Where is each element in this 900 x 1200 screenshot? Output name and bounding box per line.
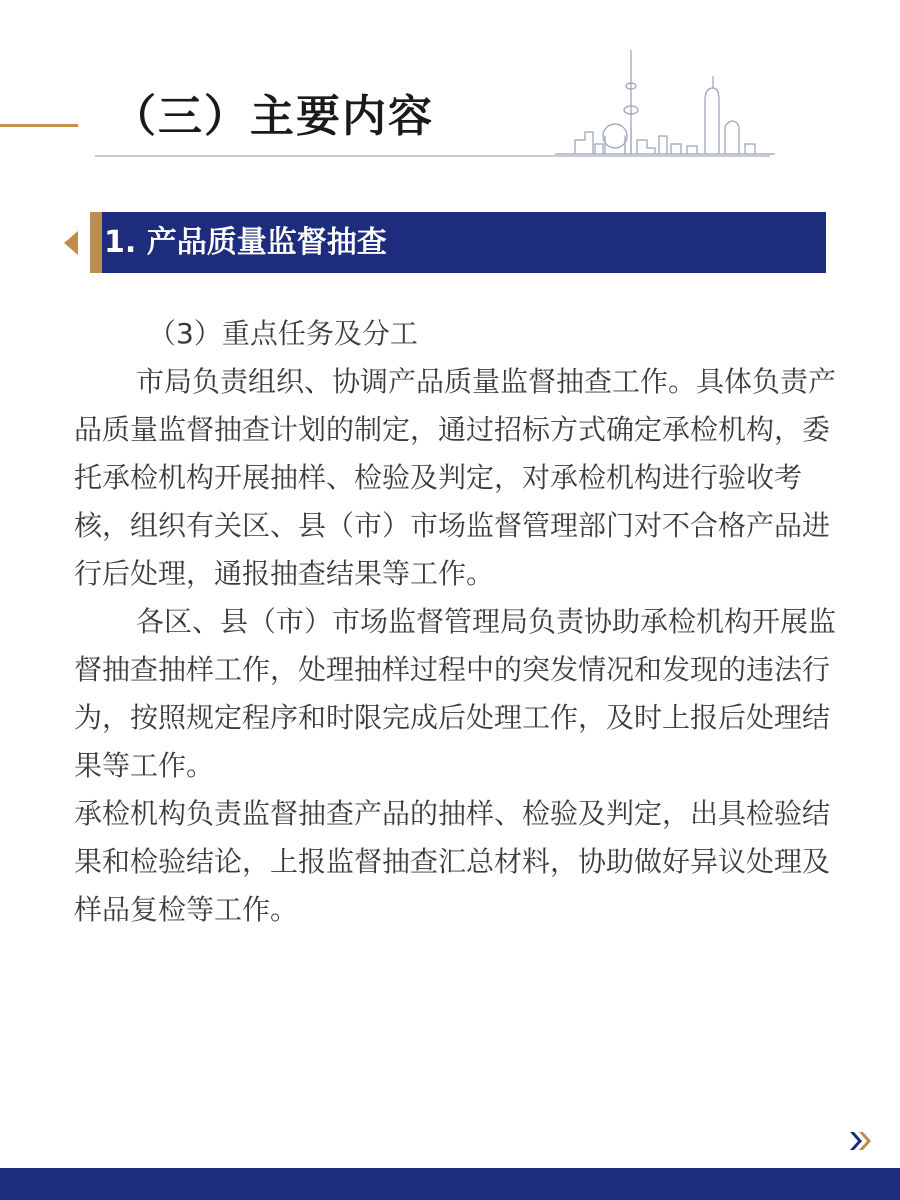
page-title: （三）主要内容 [112,91,434,142]
subheading: （3）重点任务及分工 [148,317,418,350]
accent-line [0,124,78,127]
double-chevron-right-icon [848,1128,874,1154]
title-underline [95,155,770,157]
footer-bar [0,1168,900,1200]
banner-arrow-tip [64,231,78,255]
section-title: 1. 产品质量监督抽查 [104,225,387,260]
banner-gold-bar [90,212,102,273]
paragraph-3: 承检机构负责监督抽查产品的抽样、检验及判定，出具检验结果和检验结论，上报监督抽查汇总材料，协助做好异议处理及样品复检等工作。 [74,797,831,926]
skyline-decoration-icon [555,40,775,160]
paragraph-1: 市局负责组织、协调产品质量监督抽查工作。具体负责产品质量监督抽查计划的制定，通过招标方式确定承检机构，委托承检机构开展抽样、检验及判定，对承检机构进行验收考核，组织有关区、县（市）市场监督管理部门对不合格产品进行后处理，通报抽查结果等工作。 [74,365,837,590]
section-banner [90,212,826,273]
content-body [74,310,854,934]
paragraph-2: 各区、县（市）市场监督管理局负责协助承检机构开展监督抽查抽样工作，处理抽样过程中的突发情况和发现的违法行为，按照规定程序和时限完成后处理工作，及时上报后处理结果等工作。 [74,605,837,782]
